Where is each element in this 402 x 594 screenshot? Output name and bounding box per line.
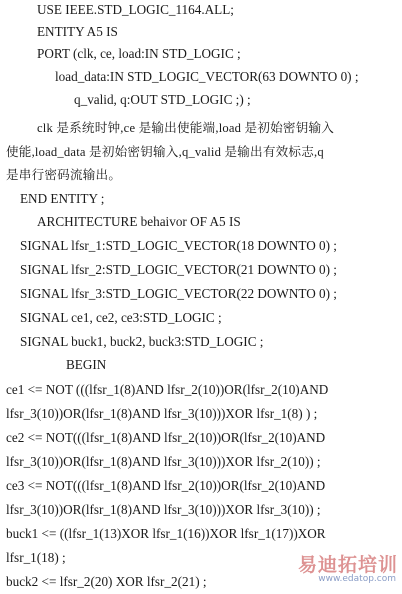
code-line-begin: BEGIN — [66, 357, 107, 372]
code-line-signal-ce: SIGNAL ce1, ce2, ce3:STD_LOGIC ; — [20, 310, 222, 325]
code-line-entity: ENTITY A5 IS — [37, 24, 118, 39]
code-line-signal-lfsr3: SIGNAL lfsr_3:STD_LOGIC_VECTOR(22 DOWNTO 0) ; — [20, 286, 337, 301]
description-line-2: 使能,load_data 是初始密钥输入,q_valid 是输出有效标志,q — [6, 145, 324, 159]
code-line-ce1-b: lfsr_3(10))OR(lfsr_1(8)AND lfsr_3(10)))XOR lfsr_1(8) ) ; — [6, 406, 318, 421]
code-line-buck1-a: buck1 <= ((lfsr_1(13)XOR lfsr_1(16))XOR lfsr_1(17))XOR — [6, 526, 326, 541]
code-line-ce3-a: ce3 <= NOT(((lfsr_1(8)AND lfsr_2(10))OR(lfsr_2(10)AND — [6, 478, 326, 493]
code-line-signal-lfsr2: SIGNAL lfsr_2:STD_LOGIC_VECTOR(21 DOWNTO 0) ; — [20, 262, 337, 277]
code-line-ce1-a: ce1 <= NOT (((lfsr_1(8)AND lfsr_2(10))OR(lfsr_2(10)AND — [6, 382, 329, 397]
code-line-signal-buck: SIGNAL buck1, buck2, buck3:STD_LOGIC ; — [20, 334, 264, 349]
description-line-1: clk 是系统时钟,ce 是输出使能端,load 是初始密钥输入 — [37, 121, 335, 135]
code-line-use: USE IEEE.STD_LOGIC_1164.ALL; — [37, 2, 234, 17]
code-line-ce2-a: ce2 <= NOT(((lfsr_1(8)AND lfsr_2(10))OR(lfsr_2(10)AND — [6, 430, 326, 445]
code-line-architecture: ARCHITECTURE behaivor OF A5 IS — [37, 214, 241, 229]
watermark-text: 易迪拓培训 — [297, 554, 398, 576]
watermark-url: www.edatop.com — [318, 574, 396, 584]
code-line-ce3-b: lfsr_3(10))OR(lfsr_1(8)AND lfsr_3(10)))XOR lfsr_3(10)) ; — [6, 502, 321, 517]
code-line-end-entity: END ENTITY ; — [20, 191, 105, 206]
code-line-ce2-b: lfsr_3(10))OR(lfsr_1(8)AND lfsr_3(10)))XOR lfsr_2(10)) ; — [6, 454, 321, 469]
code-line-q-valid: q_valid, q:OUT STD_LOGIC ;) ; — [74, 92, 251, 107]
code-line-load-data: load_data:IN STD_LOGIC_VECTOR(63 DOWNTO 0) ; — [55, 69, 359, 84]
description-line-3: 是串行密码流输出。 — [6, 168, 122, 182]
code-line-port: PORT (clk, ce, load:IN STD_LOGIC ; — [37, 46, 241, 61]
code-line-signal-lfsr1: SIGNAL lfsr_1:STD_LOGIC_VECTOR(18 DOWNTO 0) ; — [20, 238, 337, 253]
code-line-buck1-b: lfsr_1(18) ; — [6, 550, 66, 565]
code-line-buck2: buck2 <= lfsr_2(20) XOR lfsr_2(21) ; — [6, 574, 207, 589]
watermark-logo — [290, 550, 398, 590]
